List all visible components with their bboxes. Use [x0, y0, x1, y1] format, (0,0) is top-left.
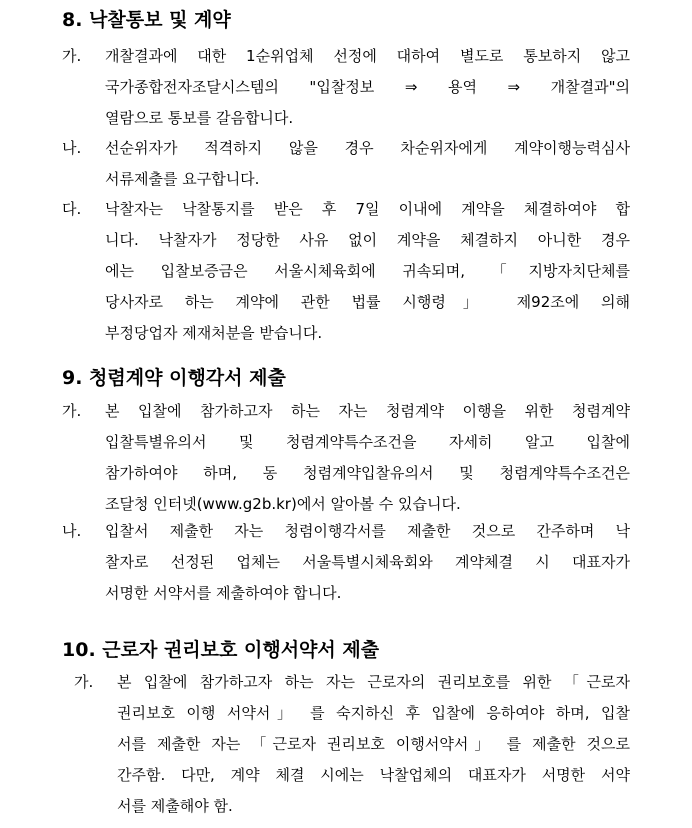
item-text-line: 권리보호 이행 서약서」 를 숙지하신 후 입찰에 응하여야 하며, 입찰 [117, 704, 630, 722]
item-text-line: 입찰특별유의서 및 청렴계약특수조건을 자세히 알고 입찰에 [105, 433, 630, 451]
item-text-line: 참가하여야 하며, 동 청렴계약입찰유의서 및 청렴계약특수조건은 [105, 464, 630, 482]
item-marker: 가. [74, 673, 94, 691]
item-text-line: 간주함. 다만, 계약 체결 시에는 낙찰업체의 대표자가 서명한 서약 [117, 766, 630, 784]
item-text-line: 서를 제출해야 함. [117, 797, 233, 815]
item-text-line: 니다. 낙찰자가 정당한 사유 없이 계약을 체결하지 아니한 경우 [105, 231, 630, 249]
section-heading: 8. 낙찰통보 및 계약 [62, 9, 231, 31]
item-marker: 가. [62, 402, 82, 420]
item-text-line: 낙찰자는 낙찰통지를 받은 후 7일 이내에 계약을 체결하여야 합 [105, 200, 630, 218]
item-text-line: 본 입찰에 참가하고자 하는 자는 근로자의 권리보호를 위한 「근로자 [117, 673, 630, 691]
item-text-line: 서류제출를 요구합니다. [105, 170, 260, 188]
item-text-line: 열람으로 통보를 갈음합니다. [105, 109, 294, 127]
item-text-line: 서명한 서약서를 제출하여야 합니다. [105, 584, 342, 602]
item-text-line: 국가종합전자조달시스템의 "입찰정보 ⇒ 용역 ⇒ 개찰결과"의 [105, 78, 630, 96]
section-heading: 9. 청렴계약 이행각서 제출 [62, 367, 286, 389]
item-text-line: 서를 제출한 자는 「근로자 권리보호 이행서약서」 를 제출한 것으로 [117, 735, 630, 753]
list-item [62, 133, 630, 195]
list-item [74, 667, 630, 822]
item-text-line: 에는 입찰보증금은 서울시체육회에 귀속되며, 「지방자치단체를 [105, 262, 630, 280]
list-item [62, 41, 630, 134]
item-text-line: 조달청 인터넷(www.g2b.kr)에서 알아볼 수 있습니다. [105, 495, 461, 513]
item-text-line: 부정당업자 제재처분을 받습니다. [105, 324, 323, 342]
item-marker: 다. [62, 200, 82, 218]
item-text-line: 선순위자가 적격하지 않을 경우 차순위자에게 계약이행능력심사 [105, 139, 630, 157]
item-marker: 나. [62, 522, 82, 540]
item-marker: 가. [62, 47, 82, 65]
list-item [62, 194, 630, 349]
item-text-line: 본 입찰에 참가하고자 하는 자는 청렴계약 이행을 위한 청렴계약 [105, 402, 630, 420]
list-item [62, 516, 630, 609]
section-heading: 10. 근로자 권리보호 이행서약서 제출 [62, 639, 380, 661]
item-text-line: 찰자로 선정된 업체는 서울특별시체육회와 계약체결 시 대표자가 [105, 553, 630, 571]
item-text-line: 입찰서 제출한 자는 청렴이행각서를 제출한 것으로 간주하며 낙 [105, 522, 630, 540]
list-item [62, 396, 630, 520]
item-marker: 나. [62, 139, 82, 157]
item-text-line: 당사자로 하는 계약에 관한 법률 시행령」 제92조에 의해 [105, 293, 630, 311]
item-text-line: 개찰결과에 대한 1순위업체 선정에 대하여 별도로 통보하지 않고 [105, 47, 630, 65]
